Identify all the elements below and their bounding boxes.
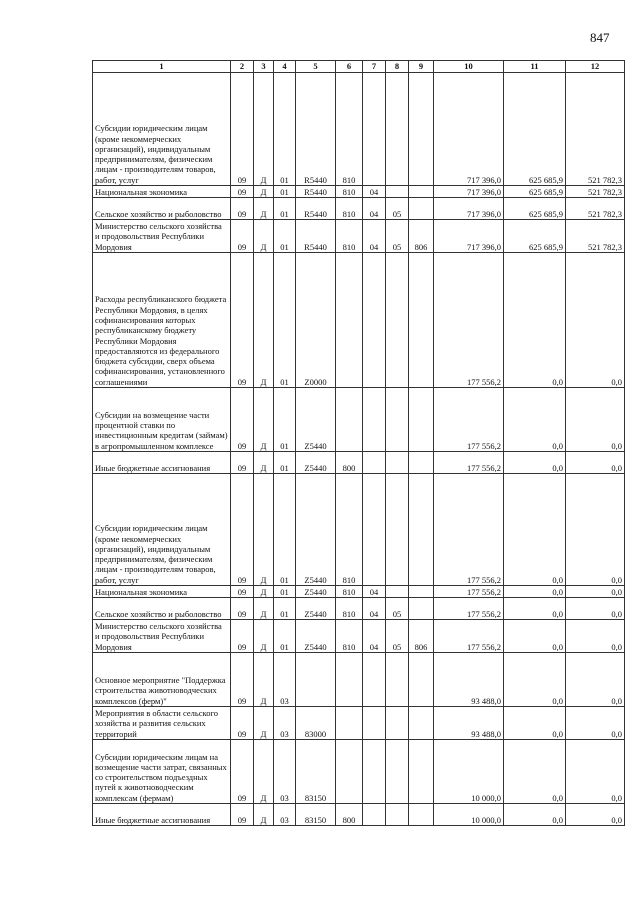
col-5-value	[296, 653, 336, 707]
amount-year-2: 0,0	[504, 474, 566, 586]
table-row	[93, 586, 625, 598]
col-4-value: 01	[274, 73, 296, 186]
col-5-value: R5440	[296, 186, 336, 198]
row-name: Министерство сельского хозяйства и продовольствия Республики Мордовия	[93, 620, 231, 653]
amount-year-2: 0,0	[504, 804, 566, 826]
col-3-value: Д	[254, 740, 274, 804]
col-header: 7	[363, 61, 386, 73]
col-3-value: Д	[254, 73, 274, 186]
row-name: Сельское хозяйство и рыболовство	[93, 198, 231, 220]
col-5-value: Z5440	[296, 586, 336, 598]
col-3-value: Д	[254, 253, 274, 388]
col-2-value: 09	[231, 653, 254, 707]
amount-year-1: 177 556,2	[434, 586, 504, 598]
col-4-value: 01	[274, 220, 296, 253]
table-row	[93, 388, 625, 452]
col-2-value: 09	[231, 586, 254, 598]
row-name: Расходы республиканского бюджета Республики Мордовия, в целях софинансирования которых республиканскому бюджету Республики Мордовия предоставляются из федерального бюджета субсидии, сверх объема софинансирования, установленного соглашениями	[93, 253, 231, 388]
table-row	[93, 707, 625, 740]
col-7-value	[363, 452, 386, 474]
col-3-value: Д	[254, 598, 274, 620]
table-row	[93, 253, 625, 388]
col-2-value: 09	[231, 198, 254, 220]
col-9-value	[409, 804, 434, 826]
amount-year-1: 93 488,0	[434, 707, 504, 740]
col-5-value: 83000	[296, 707, 336, 740]
amount-year-2: 0,0	[504, 388, 566, 452]
col-3-value: Д	[254, 474, 274, 586]
col-5-value: Z5440	[296, 388, 336, 452]
amount-year-3: 0,0	[566, 586, 625, 598]
row-name: Национальная экономика	[93, 186, 231, 198]
amount-year-1: 177 556,2	[434, 474, 504, 586]
table-row	[93, 740, 625, 804]
col-9-value	[409, 452, 434, 474]
col-5-value: Z5440	[296, 474, 336, 586]
row-name: Субсидии юридическим лицам на возмещение части затрат, связанных со строительством подъездных путей к животноводческим комплексам (фермам)	[93, 740, 231, 804]
col-5-value: 83150	[296, 804, 336, 826]
col-4-value: 01	[274, 186, 296, 198]
col-8-value	[386, 804, 409, 826]
col-7-value	[363, 253, 386, 388]
amount-year-2: 625 685,9	[504, 73, 566, 186]
row-name: Иные бюджетные ассигнования	[93, 452, 231, 474]
col-3-value: Д	[254, 620, 274, 653]
col-8-value	[386, 186, 409, 198]
col-6-value: 810	[336, 73, 363, 186]
col-6-value: 810	[336, 220, 363, 253]
amount-year-1: 177 556,2	[434, 620, 504, 653]
header-row	[93, 61, 625, 73]
amount-year-2: 625 685,9	[504, 220, 566, 253]
col-7-value	[363, 73, 386, 186]
amount-year-3: 0,0	[566, 740, 625, 804]
col-5-value: R5440	[296, 220, 336, 253]
row-name: Национальная экономика	[93, 586, 231, 598]
amount-year-2: 0,0	[504, 620, 566, 653]
col-3-value: Д	[254, 707, 274, 740]
col-5-value: R5440	[296, 198, 336, 220]
col-8-value	[386, 740, 409, 804]
table-row	[93, 804, 625, 826]
col-7-value: 04	[363, 620, 386, 653]
col-8-value: 05	[386, 198, 409, 220]
col-5-value: Z0000	[296, 253, 336, 388]
col-5-value: 83150	[296, 740, 336, 804]
col-2-value: 09	[231, 452, 254, 474]
amount-year-3: 0,0	[566, 388, 625, 452]
col-5-value: Z5440	[296, 620, 336, 653]
col-header: 2	[231, 61, 254, 73]
table-row	[93, 620, 625, 653]
table-row	[93, 653, 625, 707]
col-9-value	[409, 474, 434, 586]
col-header: 6	[336, 61, 363, 73]
amount-year-2: 625 685,9	[504, 186, 566, 198]
amount-year-1: 177 556,2	[434, 253, 504, 388]
col-6-value	[336, 653, 363, 707]
col-header: 12	[566, 61, 625, 73]
col-4-value: 01	[274, 586, 296, 598]
col-3-value: Д	[254, 198, 274, 220]
col-4-value: 03	[274, 653, 296, 707]
amount-year-3: 0,0	[566, 474, 625, 586]
col-3-value: Д	[254, 220, 274, 253]
col-7-value: 04	[363, 198, 386, 220]
table-row	[93, 220, 625, 253]
col-7-value: 04	[363, 186, 386, 198]
col-6-value	[336, 388, 363, 452]
col-4-value: 01	[274, 253, 296, 388]
amount-year-1: 93 488,0	[434, 653, 504, 707]
col-8-value	[386, 653, 409, 707]
amount-year-3: 0,0	[566, 620, 625, 653]
col-8-value	[386, 73, 409, 186]
col-2-value: 09	[231, 186, 254, 198]
col-2-value: 09	[231, 474, 254, 586]
amount-year-3: 0,0	[566, 804, 625, 826]
col-8-value: 05	[386, 620, 409, 653]
amount-year-3: 0,0	[566, 707, 625, 740]
row-name: Мероприятия в области сельского хозяйства и развития сельских территорий	[93, 707, 231, 740]
amount-year-1: 717 396,0	[434, 186, 504, 198]
col-8-value: 05	[386, 220, 409, 253]
row-name: Сельское хозяйство и рыболовство	[93, 598, 231, 620]
col-4-value: 01	[274, 474, 296, 586]
col-4-value: 03	[274, 707, 296, 740]
col-2-value: 09	[231, 220, 254, 253]
col-6-value: 810	[336, 598, 363, 620]
col-9-value	[409, 740, 434, 804]
amount-year-3: 0,0	[566, 598, 625, 620]
col-6-value: 810	[336, 186, 363, 198]
amount-year-3: 0,0	[566, 452, 625, 474]
col-3-value: Д	[254, 388, 274, 452]
col-9-value	[409, 73, 434, 186]
col-5-value: R5440	[296, 73, 336, 186]
col-7-value	[363, 388, 386, 452]
col-9-value	[409, 198, 434, 220]
col-2-value: 09	[231, 707, 254, 740]
col-4-value: 01	[274, 598, 296, 620]
col-6-value	[336, 253, 363, 388]
amount-year-2: 0,0	[504, 653, 566, 707]
table-row	[93, 452, 625, 474]
col-7-value	[363, 804, 386, 826]
col-5-value: Z5440	[296, 598, 336, 620]
amount-year-1: 177 556,2	[434, 598, 504, 620]
col-9-value: 806	[409, 220, 434, 253]
amount-year-2: 0,0	[504, 253, 566, 388]
page-number: 847	[590, 30, 610, 45]
row-name: Иные бюджетные ассигнования	[93, 804, 231, 826]
col-8-value	[386, 388, 409, 452]
amount-year-2: 0,0	[504, 452, 566, 474]
col-header: 3	[254, 61, 274, 73]
col-9-value	[409, 186, 434, 198]
col-9-value	[409, 253, 434, 388]
row-name: Субсидии юридическим лицам (кроме некоммерческих организаций), индивидуальным предпринимателям, физическим лицам - производителям товаров, работ, услуг	[93, 474, 231, 586]
col-2-value: 09	[231, 804, 254, 826]
amount-year-2: 0,0	[504, 740, 566, 804]
col-header: 5	[296, 61, 336, 73]
col-9-value	[409, 707, 434, 740]
col-7-value: 04	[363, 220, 386, 253]
table-row	[93, 198, 625, 220]
col-8-value	[386, 707, 409, 740]
amount-year-3: 521 782,3	[566, 73, 625, 186]
amount-year-1: 717 396,0	[434, 220, 504, 253]
col-5-value: Z5440	[296, 452, 336, 474]
col-4-value: 03	[274, 804, 296, 826]
col-6-value: 810	[336, 620, 363, 653]
col-8-value	[386, 586, 409, 598]
budget-table	[92, 60, 625, 826]
col-9-value	[409, 598, 434, 620]
col-header: 11	[504, 61, 566, 73]
amount-year-1: 717 396,0	[434, 198, 504, 220]
col-8-value	[386, 452, 409, 474]
amount-year-2: 0,0	[504, 707, 566, 740]
col-3-value: Д	[254, 586, 274, 598]
col-8-value: 05	[386, 598, 409, 620]
col-7-value	[363, 740, 386, 804]
col-header: 4	[274, 61, 296, 73]
col-2-value: 09	[231, 73, 254, 186]
amount-year-1: 177 556,2	[434, 452, 504, 474]
col-7-value: 04	[363, 586, 386, 598]
col-3-value: Д	[254, 804, 274, 826]
amount-year-3: 0,0	[566, 653, 625, 707]
col-header: 9	[409, 61, 434, 73]
col-7-value	[363, 653, 386, 707]
amount-year-3: 521 782,3	[566, 198, 625, 220]
col-2-value: 09	[231, 598, 254, 620]
row-name: Субсидии юридическим лицам (кроме некоммерческих организаций), индивидуальным предпринимателям, физическим лицам - производителям товаров, работ, услуг	[93, 73, 231, 186]
col-4-value: 03	[274, 740, 296, 804]
col-6-value: 800	[336, 452, 363, 474]
amount-year-1: 177 556,2	[434, 388, 504, 452]
row-name: Министерство сельского хозяйства и продовольствия Республики Мордовия	[93, 220, 231, 253]
col-3-value: Д	[254, 186, 274, 198]
col-7-value	[363, 474, 386, 586]
table-row	[93, 73, 625, 186]
col-6-value: 810	[336, 586, 363, 598]
amount-year-1: 717 396,0	[434, 73, 504, 186]
col-7-value: 04	[363, 598, 386, 620]
col-6-value: 810	[336, 474, 363, 586]
table-row	[93, 186, 625, 198]
col-8-value	[386, 474, 409, 586]
col-header: 8	[386, 61, 409, 73]
amount-year-2: 0,0	[504, 598, 566, 620]
col-6-value: 810	[336, 198, 363, 220]
col-4-value: 01	[274, 198, 296, 220]
table-body	[93, 73, 625, 826]
col-header: 10	[434, 61, 504, 73]
col-3-value: Д	[254, 653, 274, 707]
col-4-value: 01	[274, 620, 296, 653]
col-9-value: 806	[409, 620, 434, 653]
col-3-value: Д	[254, 452, 274, 474]
amount-year-3: 521 782,3	[566, 186, 625, 198]
col-8-value	[386, 253, 409, 388]
col-2-value: 09	[231, 620, 254, 653]
col-6-value	[336, 740, 363, 804]
col-9-value	[409, 388, 434, 452]
col-7-value	[363, 707, 386, 740]
col-2-value: 09	[231, 388, 254, 452]
col-4-value: 01	[274, 388, 296, 452]
col-header: 1	[93, 61, 231, 73]
row-name: Основное мероприятие "Поддержка строительства животноводческих комплексов (ферм)"	[93, 653, 231, 707]
table-row	[93, 474, 625, 586]
col-9-value	[409, 653, 434, 707]
row-name: Субсидии на возмещение части процентной ставки по инвестиционным кредитам (займам) в агропромышленном комплексе	[93, 388, 231, 452]
amount-year-2: 625 685,9	[504, 198, 566, 220]
amount-year-3: 521 782,3	[566, 220, 625, 253]
amount-year-3: 0,0	[566, 253, 625, 388]
col-6-value: 800	[336, 804, 363, 826]
col-6-value	[336, 707, 363, 740]
col-9-value	[409, 586, 434, 598]
col-2-value: 09	[231, 740, 254, 804]
col-2-value: 09	[231, 253, 254, 388]
amount-year-2: 0,0	[504, 586, 566, 598]
table-row	[93, 598, 625, 620]
col-4-value: 01	[274, 452, 296, 474]
amount-year-1: 10 000,0	[434, 804, 504, 826]
amount-year-1: 10 000,0	[434, 740, 504, 804]
